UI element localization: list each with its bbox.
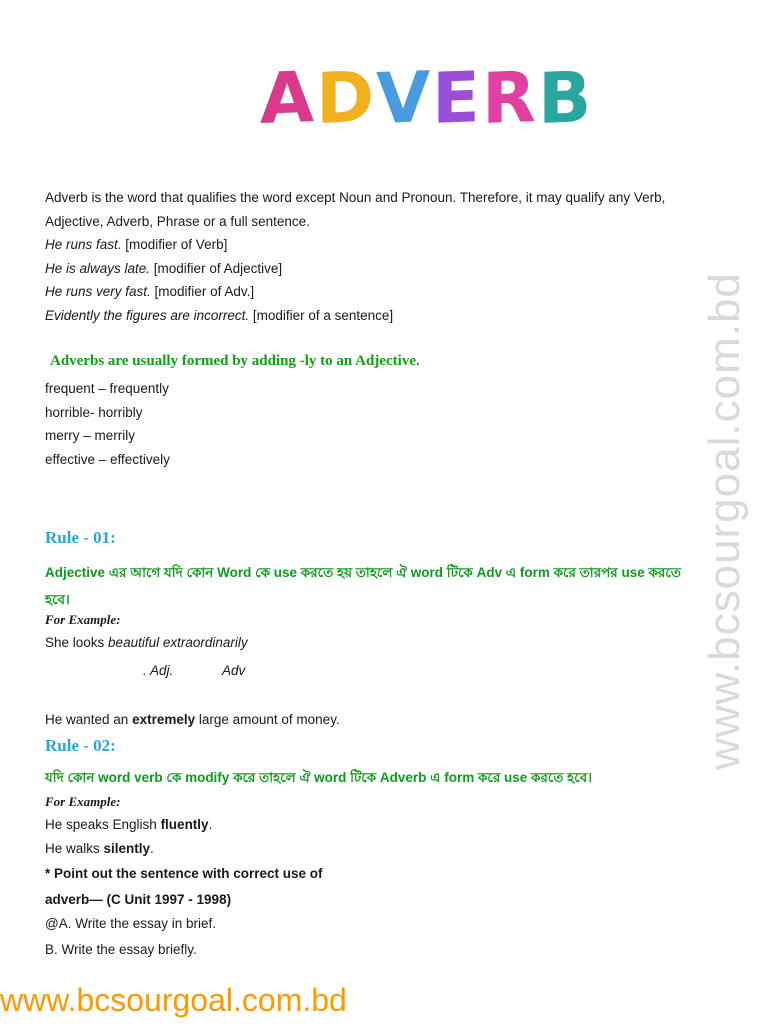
- example-text: He speaks English: [45, 817, 161, 832]
- list-item: effective – effectively: [45, 451, 170, 467]
- vertical-watermark: www.bcsourgoal.com.bd: [700, 272, 749, 770]
- list-item: frequent – frequently: [45, 381, 169, 396]
- example-adverb: fluently: [160, 817, 209, 832]
- example-line: [45, 257, 665, 281]
- forming-heading: Adverbs are usually formed by adding -ly to an Adjective.: [50, 353, 420, 369]
- adj-label: . Adj.: [143, 663, 174, 678]
- title-letter: V: [376, 56, 433, 140]
- example-line: [45, 712, 340, 727]
- rule-2-text: যদি কোন word verb কে modify করে তাহলে ঐ word টিকে Adverb এ form করে use করতে হবে।: [45, 770, 593, 785]
- example-line: [45, 280, 665, 304]
- intro-line: Adjective, Adverb, Phrase or a full sentence.: [45, 213, 310, 229]
- star-icon: *: [45, 866, 51, 881]
- rule-1-text: Adjective এর আগে যদি কোন Word কে use করতে হয় তাহলে ঐ word টিকে Adv এ form করে তারপর use করতে: [45, 565, 681, 580]
- example-line: [45, 304, 665, 328]
- example-line: [45, 233, 665, 257]
- example-adverb: extremely: [132, 712, 196, 727]
- rule-1-title: Rule - 01:: [45, 528, 116, 547]
- title-letter: R: [482, 56, 539, 140]
- forming-list: [45, 377, 170, 471]
- example-sentence: Evidently the figures are incorrect.: [45, 307, 250, 323]
- example-line: [45, 635, 248, 650]
- for-example-label: For Example:: [45, 794, 121, 809]
- for-example-label: For Example:: [45, 612, 121, 627]
- example-note: [modifier of Adv.]: [150, 284, 255, 299]
- example-text: large amount of money.: [195, 712, 340, 727]
- option-a: @A. Write the essay in brief.: [45, 916, 217, 931]
- example-note: [modifier of a sentence]: [249, 307, 394, 323]
- example-adjective: beautiful: [108, 635, 160, 650]
- question-text: Point out the sentence with correct use of: [50, 866, 323, 881]
- example-adverb: extraordinarily: [159, 635, 248, 650]
- option-b: B. Write the essay briefly.: [45, 942, 197, 957]
- title-letter: A: [260, 56, 317, 140]
- example-sentence: He is always late.: [45, 260, 151, 276]
- intro-line: Adverb is the word that qualifies the word except Noun and Pronoun. Therefore, it may qualify any Verb,: [45, 190, 666, 205]
- example-text: .: [150, 841, 154, 856]
- example-text: She looks: [45, 635, 109, 650]
- rule-1-text-cont: হবে।: [45, 592, 70, 607]
- example-line: [45, 841, 154, 856]
- example-text: He walks: [45, 841, 104, 856]
- adv-label: Adv: [222, 663, 246, 678]
- example-note: [modifier of Verb]: [121, 237, 228, 252]
- rule-2-title: Rule - 02:: [45, 736, 116, 755]
- question-line: adverb— (C Unit 1997 - 1998): [45, 892, 232, 907]
- example-text: He wanted an: [45, 712, 133, 727]
- question-line: [45, 866, 323, 881]
- example-sentence: He runs very fast.: [45, 284, 151, 299]
- title-letter: D: [316, 55, 377, 141]
- example-adverb: silently: [103, 841, 151, 856]
- title-letter: B: [538, 56, 594, 140]
- title-letter: E: [432, 56, 483, 140]
- example-text: .: [208, 817, 213, 832]
- page-title: [260, 55, 594, 141]
- example-line: [45, 817, 212, 832]
- example-note: [modifier of Adjective]: [150, 260, 283, 276]
- example-sentence: He runs fast.: [45, 237, 122, 252]
- bottom-watermark-link[interactable]: www.bcsourgoal.com.bd: [0, 982, 347, 1018]
- list-item: merry – merrily: [45, 428, 135, 443]
- list-item: horrible- horribly: [45, 404, 143, 420]
- intro-paragraph: [45, 186, 665, 327]
